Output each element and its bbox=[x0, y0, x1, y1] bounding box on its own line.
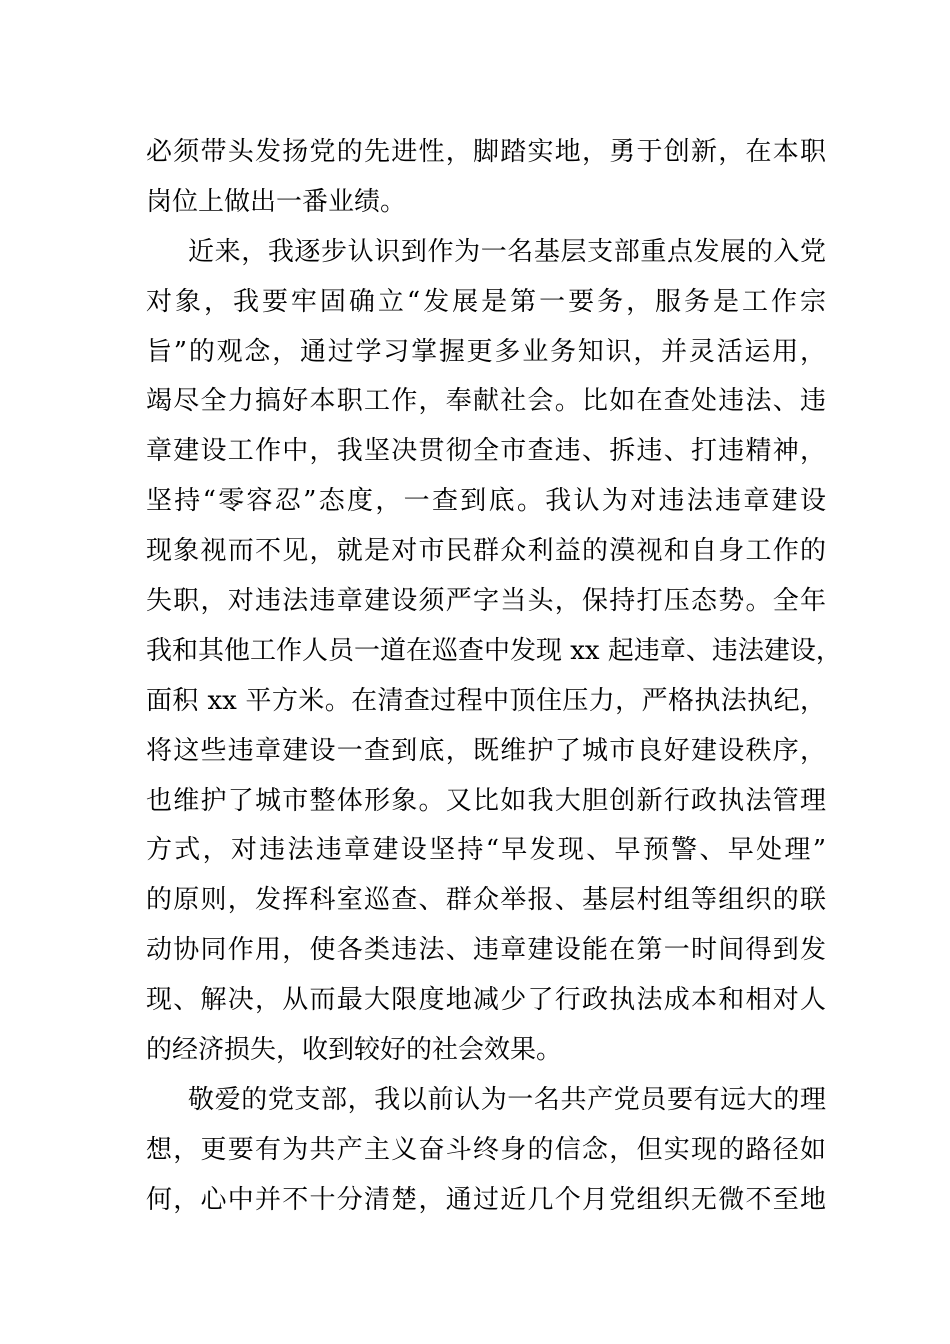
paragraph-first-line: 敬爱的党支部，我以前认为一名共产党员要有远大的理 bbox=[188, 1084, 826, 1115]
text-line: 坚持“零容忍”态度，一查到底。我认为对违法违章建设 bbox=[146, 486, 826, 517]
text-line: 我和其他工作人员一道在巡查中发现 xx 起违章、违法建设， bbox=[146, 635, 842, 666]
body-text bbox=[146, 128, 842, 1226]
text-line: 方式，对违法违章建设坚持“早发现、早预警、早处理” bbox=[146, 835, 826, 866]
text-line: 的经济损失，收到较好的社会效果。 bbox=[146, 1035, 563, 1066]
text-line: 将这些违章建设一查到底，既维护了城市良好建设秩序， bbox=[146, 735, 826, 766]
text-line: 失职，对违法违章建设须严字当头，保持打压态势。全年 bbox=[146, 586, 826, 617]
text-line: 动协同作用，使各类违法、违章建设能在第一时间得到发 bbox=[146, 935, 826, 966]
text-line: 想，更要有为共产主义奋斗终身的信念，但实现的路径如 bbox=[146, 1134, 826, 1165]
text-line: 何，心中并不十分清楚，通过近几个月党组织无微不至地 bbox=[146, 1184, 826, 1215]
text-line: 现、解决，从而最大限度地减少了行政执法成本和相对人 bbox=[146, 985, 826, 1016]
text-line: 竭尽全力搞好本职工作，奉献社会。比如在查处违法、违 bbox=[146, 386, 826, 417]
text-line: 面积 xx 平方米。在清查过程中顶住压力，严格执法执纪， bbox=[146, 685, 826, 716]
text-line: 对象，我要牢固确立“发展是第一要务，服务是工作宗 bbox=[146, 286, 826, 317]
text-line: 的原则，发挥科室巡查、群众举报、基层村组等组织的联 bbox=[146, 885, 826, 916]
text-line: 旨”的观念，通过学习掌握更多业务知识，并灵活运用， bbox=[146, 336, 826, 367]
text-line: 章建设工作中，我坚决贯彻全市查违、拆违、打违精神， bbox=[146, 436, 826, 467]
text-line: 现象视而不见，就是对市民群众利益的漠视和自身工作的 bbox=[146, 536, 826, 567]
text-line: 必须带头发扬党的先进性，脚踏实地，勇于创新，在本职 bbox=[146, 137, 826, 167]
paragraph-first-line: 近来，我逐步认识到作为一名基层支部重点发展的入党 bbox=[188, 236, 826, 267]
text-line: 岗位上做出一番业绩。 bbox=[146, 186, 407, 217]
text-line: 也维护了城市整体形象。又比如我大胆创新行政执法管理 bbox=[146, 785, 826, 816]
